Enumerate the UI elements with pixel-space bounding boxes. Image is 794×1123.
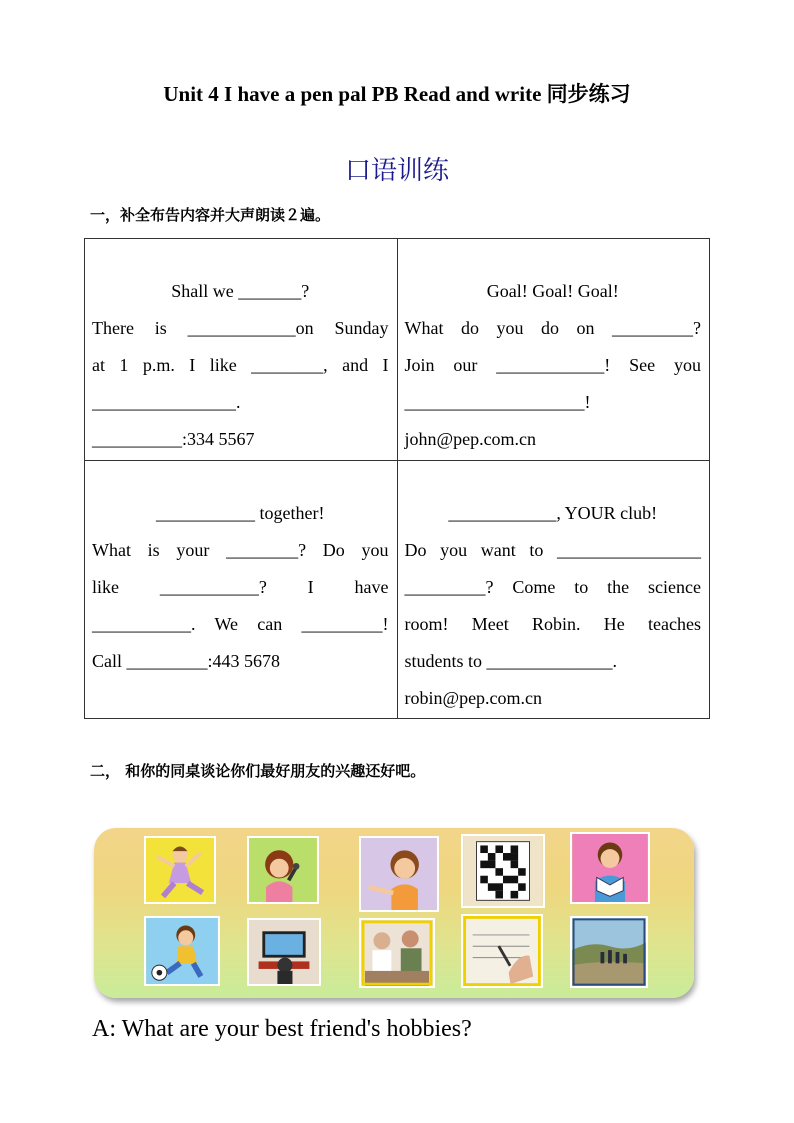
football-boy-icon: [144, 916, 220, 986]
notice-line: Do you want to ________________: [404, 540, 701, 560]
writing-photo: [461, 914, 543, 988]
notice-line: There is ____________on Sunday: [92, 318, 389, 338]
pointing-girl-icon: [359, 836, 439, 912]
dancing-girl-icon: [144, 836, 216, 904]
hiking-group-photo: [570, 916, 648, 988]
watching-tv-photo: [247, 918, 321, 986]
notice-line: Join our ____________! See you: [404, 355, 701, 375]
section-subtitle: 口语训练: [344, 156, 449, 186]
notice-line: ____________, YOUR club!: [448, 503, 658, 523]
page-title: Unit 4 I have a pen pal PB Read and write 同步练习: [163, 82, 631, 106]
hobby-picture-strip: [94, 828, 694, 998]
exercise-2-instruction: 二， 和你的同桌谈论你们最好朋友的兴趣还好吧。: [90, 762, 426, 780]
notice-line: robin@pep.com.cn: [404, 688, 543, 708]
notice-line: Goal! Goal! Goal!: [486, 281, 619, 301]
crossword-puzzle-icon: [461, 834, 545, 908]
reading-boy-icon: [570, 832, 650, 904]
singing-girl-icon: [247, 836, 319, 904]
notice-line: __________:334 5567: [92, 429, 255, 449]
notice-cell-together: [85, 461, 398, 719]
exercise-1-instruction: 一，补全布告内容并大声朗读２遍。: [90, 206, 331, 224]
notice-line: john@pep.com.cn: [404, 429, 537, 449]
notice-line: room! Meet Robin. He teaches: [404, 614, 701, 634]
notice-table: [84, 238, 710, 719]
notice-line: ________________.: [92, 392, 241, 412]
notice-line: _________? Come to the science: [404, 577, 701, 597]
notice-cell-dance: [85, 239, 398, 461]
notice-line: ___________ together!: [156, 503, 325, 523]
dialogue-line-a: A: What are your best friend's hobbies?: [92, 1016, 472, 1042]
notice-line: students to ______________.: [404, 651, 618, 671]
notice-line: Call _________:443 5678: [92, 651, 280, 671]
notice-line: at 1 p.m. I like ________, and I: [92, 355, 389, 375]
notice-line: ___________. We can _________!: [92, 614, 389, 634]
notice-line: like ___________? I have: [92, 577, 389, 597]
notice-cell-science-club: [397, 461, 710, 719]
notice-line: What is your ________? Do you: [92, 540, 389, 560]
notice-line: ____________________!: [404, 392, 591, 412]
notice-cell-football: [397, 239, 710, 461]
notice-line: Shall we _______?: [171, 281, 310, 301]
notice-line: What do you do on _________?: [404, 318, 701, 338]
cooking-class-photo: [359, 918, 435, 988]
